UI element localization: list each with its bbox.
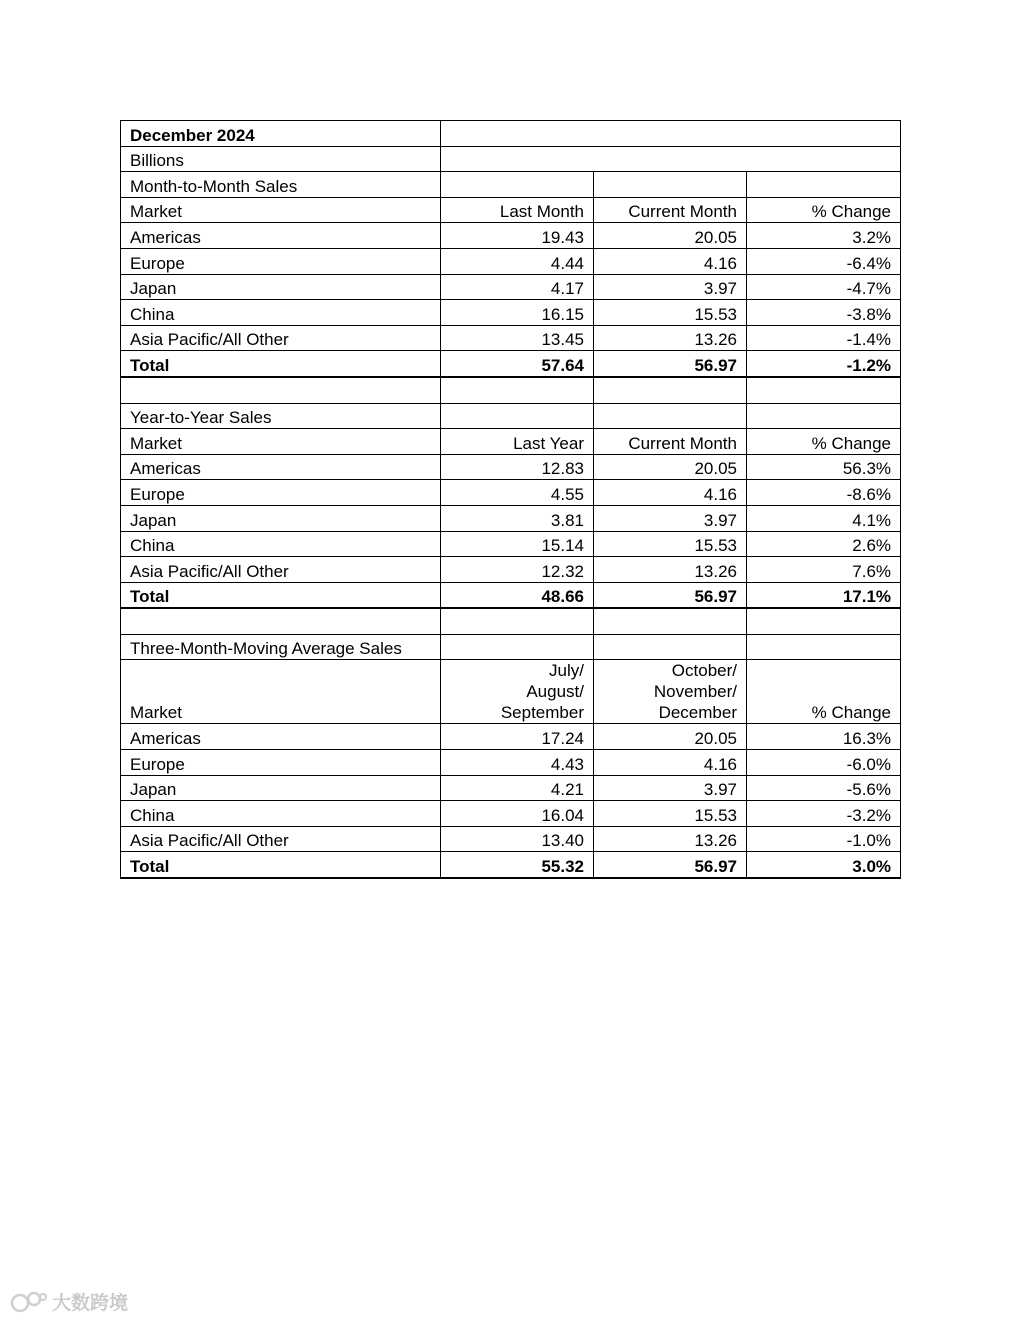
section-title-row bbox=[121, 403, 901, 429]
value-cell: 19.43 bbox=[441, 223, 594, 249]
column-header-line: November/ bbox=[653, 682, 737, 702]
value-cell: 3.97 bbox=[594, 274, 747, 300]
table-row bbox=[121, 801, 901, 827]
table-row bbox=[121, 480, 901, 506]
value-cell: 16.04 bbox=[441, 801, 594, 827]
change-cell: -3.8% bbox=[747, 300, 901, 326]
total-row bbox=[121, 582, 901, 608]
value-cell: 12.32 bbox=[441, 557, 594, 583]
column-header-line: July/ bbox=[549, 661, 584, 681]
watermark bbox=[10, 1288, 128, 1315]
column-header-row bbox=[121, 197, 901, 223]
section-title-row bbox=[121, 634, 901, 660]
total-value: 56.97 bbox=[594, 852, 747, 878]
section-title-mtm: Month-to-Month Sales bbox=[121, 172, 441, 198]
change-cell: 16.3% bbox=[747, 724, 901, 750]
table-row bbox=[121, 223, 901, 249]
column-header: Last Year bbox=[441, 429, 594, 455]
value-cell: 3.97 bbox=[594, 505, 747, 531]
change-cell: -5.6% bbox=[747, 775, 901, 801]
value-cell: 15.53 bbox=[594, 801, 747, 827]
value-cell: 13.40 bbox=[441, 826, 594, 852]
title-row bbox=[121, 121, 901, 147]
table-row bbox=[121, 557, 901, 583]
total-label: Total bbox=[121, 582, 441, 608]
column-header: Market bbox=[121, 429, 441, 455]
market-cell: Americas bbox=[121, 223, 441, 249]
column-header-row bbox=[121, 660, 901, 724]
change-cell: -1.0% bbox=[747, 826, 901, 852]
value-cell: 4.44 bbox=[441, 248, 594, 274]
market-cell: Asia Pacific/All Other bbox=[121, 557, 441, 583]
change-cell: -6.4% bbox=[747, 248, 901, 274]
watermark-text: 大数跨境 bbox=[52, 1293, 129, 1314]
market-cell: China bbox=[121, 801, 441, 827]
value-cell: 4.55 bbox=[441, 480, 594, 506]
value-cell: 4.16 bbox=[594, 248, 747, 274]
value-cell: 4.16 bbox=[594, 750, 747, 776]
spacer-row bbox=[121, 608, 901, 634]
value-cell: 20.05 bbox=[594, 223, 747, 249]
value-cell: 13.45 bbox=[441, 325, 594, 351]
change-cell: 4.1% bbox=[747, 505, 901, 531]
market-cell: Asia Pacific/All Other bbox=[121, 826, 441, 852]
table-row bbox=[121, 775, 901, 801]
total-change: -1.2% bbox=[747, 351, 901, 377]
market-cell: Asia Pacific/All Other bbox=[121, 325, 441, 351]
table-row bbox=[121, 248, 901, 274]
change-cell: 2.6% bbox=[747, 531, 901, 557]
total-row bbox=[121, 351, 901, 377]
total-value: 56.97 bbox=[594, 582, 747, 608]
value-cell: 13.26 bbox=[594, 557, 747, 583]
total-label: Total bbox=[121, 852, 441, 878]
value-cell: 16.15 bbox=[441, 300, 594, 326]
market-cell: China bbox=[121, 531, 441, 557]
change-cell: 56.3% bbox=[747, 454, 901, 480]
value-cell: 15.14 bbox=[441, 531, 594, 557]
column-header: Last Month bbox=[441, 197, 594, 223]
total-label: Total bbox=[121, 351, 441, 377]
units-row bbox=[121, 146, 901, 172]
market-cell: Europe bbox=[121, 750, 441, 776]
value-cell: 13.26 bbox=[594, 826, 747, 852]
column-header: Market bbox=[121, 660, 441, 724]
change-cell: -6.0% bbox=[747, 750, 901, 776]
value-cell: 15.53 bbox=[594, 531, 747, 557]
column-header: % Change bbox=[747, 197, 901, 223]
market-cell: Europe bbox=[121, 248, 441, 274]
column-header-row bbox=[121, 429, 901, 455]
spacer-row bbox=[121, 377, 901, 403]
table-row bbox=[121, 505, 901, 531]
change-cell: 3.2% bbox=[747, 223, 901, 249]
market-cell: Americas bbox=[121, 454, 441, 480]
section-title-yty: Year-to-Year Sales bbox=[121, 403, 441, 429]
table-row bbox=[121, 826, 901, 852]
column-header: % Change bbox=[747, 429, 901, 455]
value-cell: 15.53 bbox=[594, 300, 747, 326]
watermark-logo-icon bbox=[10, 1289, 48, 1315]
value-cell: 3.81 bbox=[441, 505, 594, 531]
change-cell: 7.6% bbox=[747, 557, 901, 583]
table-row bbox=[121, 454, 901, 480]
value-cell: 3.97 bbox=[594, 775, 747, 801]
total-change: 3.0% bbox=[747, 852, 901, 878]
total-change: 17.1% bbox=[747, 582, 901, 608]
value-cell: 17.24 bbox=[441, 724, 594, 750]
value-cell: 20.05 bbox=[594, 454, 747, 480]
column-header bbox=[594, 660, 747, 724]
sales-table bbox=[120, 120, 901, 879]
market-cell: Japan bbox=[121, 775, 441, 801]
table-row bbox=[121, 325, 901, 351]
market-cell: Americas bbox=[121, 724, 441, 750]
total-value: 48.66 bbox=[441, 582, 594, 608]
value-cell: 4.17 bbox=[441, 274, 594, 300]
table-row bbox=[121, 274, 901, 300]
change-cell: -1.4% bbox=[747, 325, 901, 351]
column-header: Current Month bbox=[594, 429, 747, 455]
column-header-line: September bbox=[500, 703, 584, 723]
column-header-line: December bbox=[658, 703, 737, 723]
value-cell: 4.16 bbox=[594, 480, 747, 506]
table-row bbox=[121, 300, 901, 326]
value-cell: 4.21 bbox=[441, 775, 594, 801]
change-cell: -8.6% bbox=[747, 480, 901, 506]
market-cell: Europe bbox=[121, 480, 441, 506]
column-header bbox=[441, 660, 594, 724]
section-title-row bbox=[121, 172, 901, 198]
units-label: Billions bbox=[121, 146, 441, 172]
table-row bbox=[121, 724, 901, 750]
table-row bbox=[121, 531, 901, 557]
column-header: Current Month bbox=[594, 197, 747, 223]
market-cell: Japan bbox=[121, 505, 441, 531]
market-cell: Japan bbox=[121, 274, 441, 300]
market-cell: China bbox=[121, 300, 441, 326]
value-cell: 20.05 bbox=[594, 724, 747, 750]
value-cell: 4.43 bbox=[441, 750, 594, 776]
report-title: December 2024 bbox=[121, 121, 441, 147]
total-value: 57.64 bbox=[441, 351, 594, 377]
change-cell: -4.7% bbox=[747, 274, 901, 300]
column-header: % Change bbox=[747, 660, 901, 724]
table-row bbox=[121, 750, 901, 776]
section-title-tma: Three-Month-Moving Average Sales bbox=[121, 634, 441, 660]
change-cell: -3.2% bbox=[747, 801, 901, 827]
total-value: 56.97 bbox=[594, 351, 747, 377]
column-header: Market bbox=[121, 197, 441, 223]
value-cell: 13.26 bbox=[594, 325, 747, 351]
value-cell: 12.83 bbox=[441, 454, 594, 480]
column-header-line: October/ bbox=[671, 661, 737, 681]
column-header-line: August/ bbox=[526, 682, 584, 702]
total-value: 55.32 bbox=[441, 852, 594, 878]
total-row bbox=[121, 852, 901, 878]
